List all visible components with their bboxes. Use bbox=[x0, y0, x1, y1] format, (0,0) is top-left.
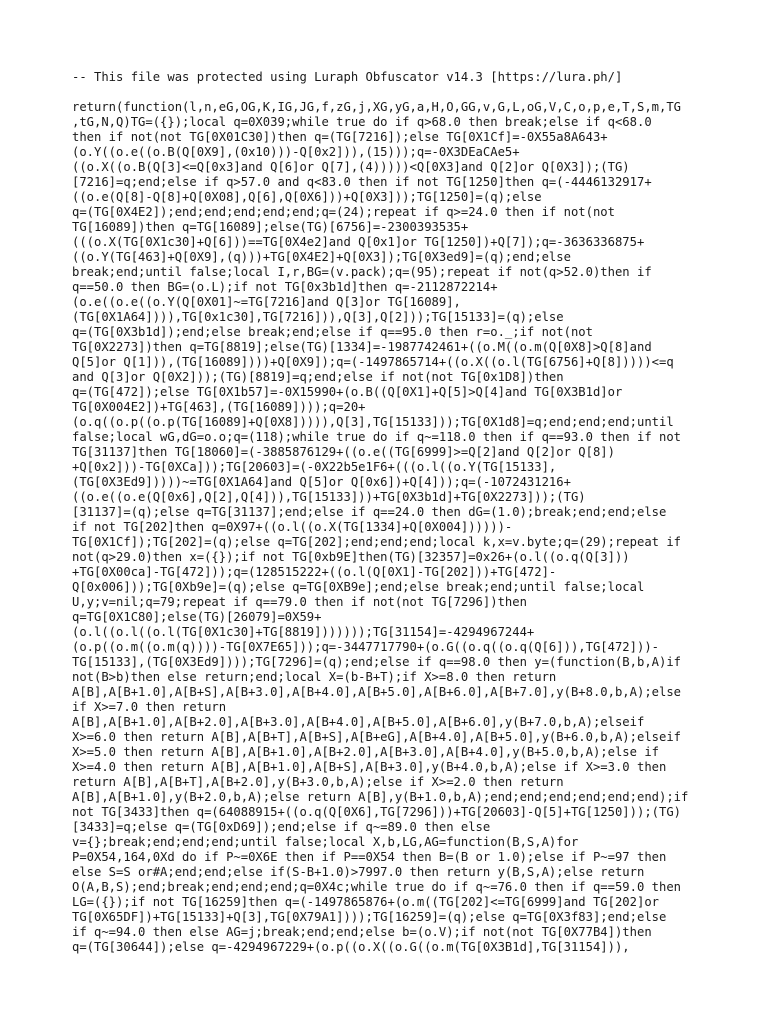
code-line: A[B],A[B+1.0],A[B+2.0],A[B+3.0],A[B+4.0],A[B+5.0],A[B+6.0],y(B+7.0,b,A);elseif bbox=[72, 715, 645, 729]
code-line: (o.Y((o.e((o.B(Q[0X9],(0x10)))-Q[0x2])),(15)));q=-0X3DEaCAe5+ bbox=[72, 145, 520, 159]
code-line: q=TG[0X1C80];else(TG)[26079]=0X59+ bbox=[72, 610, 322, 624]
document-page bbox=[72, 70, 712, 955]
code-line: O(A,B,S);end;break;end;end;end;q=0X4c;while true do if q~=76.0 then if q==59.0 then bbox=[72, 880, 682, 894]
code-line: P=0X54,164,0Xd do if P~=0X6E then if P==0X54 then B=(B or 1.0);else if P~=97 then bbox=[72, 850, 667, 864]
blank-line bbox=[72, 85, 712, 100]
code-line: return A[B],A[B+T],A[B+2.0],y(B+3.0,b,A);else if X>=2.0 then return bbox=[72, 775, 564, 789]
code-line: q=(TG[0X3b1d]);end;else break;end;else if q==95.0 then r=o._;if not(not bbox=[72, 325, 593, 339]
code-line: else S=S or#A;end;end;else if(S-B+1.0)>7997.0 then return y(B,S,A);else return bbox=[72, 865, 645, 879]
code-line: and Q[3]or Q[0X2]));(TG)[8819]=q;end;else if not(not TG[0x1D8])then bbox=[72, 370, 564, 384]
code-line: Q[5]or Q[1])),(TG[16089])))+Q[0X9]);q=(-1497865714+((o.X((o.l(TG[6756]+Q[8]))))<=q bbox=[72, 355, 674, 369]
code-body bbox=[72, 100, 712, 955]
code-line: X>=5.0 then return A[B],A[B+1.0],A[B+2.0],A[B+3.0],A[B+4.0],y(B+5.0,b,A);else if bbox=[72, 745, 659, 759]
code-line: if q~=94.0 then else AG=j;break;end;end;else b=(o.V);if not(not TG[0X77B4])then bbox=[72, 925, 652, 939]
code-line: X>=4.0 then return A[B],A[B+1.0],A[B+S],A[B+3.0],y(B+4.0,b,A);else if X>=3.0 then bbox=[72, 760, 667, 774]
code-line: (((o.X(TG[0X1c30]+Q[6]))==TG[0X4e2]and Q[0x1]or TG[1250])+Q[7]);q=-3636336875+ bbox=[72, 235, 645, 249]
code-line: q=(TG[472]);else TG[0X1b57]=-0X15990+(o.B((Q[0X1]+Q[5]>Q[4]and TG[0X3B1d]or bbox=[72, 385, 623, 399]
code-line: not(B>b)then else return;end;local X=(b-B+T);if X>=8.0 then return bbox=[72, 670, 557, 684]
code-line: [7216]=q;end;else if q>57.0 and q<83.0 then if not TG[1250]then q=(-4446132917+ bbox=[72, 175, 652, 189]
code-line: (TG[0X3Ed9]))))~=TG[0X1A64]and Q[5]or Q[0x6])+Q[4]));q=(-1072431216+ bbox=[72, 475, 571, 489]
code-line: (o.e((o.e((o.Y(Q[0X01]~=TG[7216]and Q[3]or TG[16089], bbox=[72, 295, 461, 309]
code-line: Q[0x006]));TG[0Xb9e]=(q);else q=TG[0XB9e];end;else break;end;until false;local bbox=[72, 580, 645, 594]
code-line: [3433]=q;else q=(TG[0xD69]);end;else if q~=89.0 then else bbox=[72, 820, 491, 834]
code-line: q==50.0 then BG=(o.L);if not TG[0x3b1d]then q=-2112872214+ bbox=[72, 280, 498, 294]
code-line: if not TG[202]then q=0X97+((o.l((o.X(TG[1334]+Q[0X004])))))- bbox=[72, 520, 513, 534]
code-line: (o.l((o.l((o.l(TG[0X1c30]+TG[8819]))))));TG[31154]=-4294967244+ bbox=[72, 625, 535, 639]
code-line: A[B],A[B+1.0],A[B+S],A[B+3.0],A[B+4.0],A[B+5.0],A[B+6.0],A[B+7.0],y(B+8.0,b,A);else bbox=[72, 685, 682, 699]
code-line: TG[0X1Cf]);TG[202]=(q);else q=TG[202];end;end;end;local k,x=v.byte;q=(29);repeat if bbox=[72, 535, 682, 549]
code-line: TG[0X65DF])+TG[15133]+Q[3],TG[0X79A1])));TG[16259]=(q);else q=TG[0X3f83];end;else bbox=[72, 910, 667, 924]
code-line: return(function(l,n,eG,OG,K,IG,JG,f,zG,j,XG,yG,a,H,O,GG,v,G,L,oG,V,C,o,p,e,T,S,m,TG bbox=[72, 100, 682, 114]
code-line: q=(TG[30644]);else q=-4294967229+(o.p((o.X((o.G((o.m(TG[0X3B1d],TG[31154])), bbox=[72, 940, 630, 954]
code-line: TG[0X2273])then q=TG[8819];else(TG)[1334]=-1987742461+((o.M((o.m(Q[0X8]>Q[8]and bbox=[72, 340, 652, 354]
code-line: ((o.Y(TG[463]+Q[0X9],(q)))+TG[0X4E2]+Q[0X3]);TG[0X3ed9]=(q);end;else bbox=[72, 250, 571, 264]
code-line: (o.q((o.p((o.p(TG[16089]+Q[0X8])))),Q[3],TG[15133]));TG[0X1d8]=q;end;end;end;until bbox=[72, 415, 674, 429]
code-line: then if not(not TG[0X01C30])then q=(TG[7216]);else TG[0X1Cf]=-0X55a8A643+ bbox=[72, 130, 608, 144]
code-line: X>=6.0 then return A[B],A[B+T],A[B+S],A[B+eG],A[B+4.0],A[B+5.0],y(B+6.0,b,A);elseif bbox=[72, 730, 682, 744]
code-line: false;local wG,dG=o.o;q=(118);while true do if q~=118.0 then if q==93.0 then if not bbox=[72, 430, 682, 444]
code-line: A[B],A[B+1.0],y(B+2.0,b,A);else return A[B],y(B+1.0,b,A);end;end;end;end;end;end);if bbox=[72, 790, 689, 804]
code-line: break;end;until false;local I,r,BG=(v.pack);q=(95);repeat if not(q>52.0)then if bbox=[72, 265, 652, 279]
code-line: +Q[0x2]))-TG[0XCa]));TG[20603]=(-0X22b5e1F6+(((o.l((o.Y(TG[15133], bbox=[72, 460, 557, 474]
code-line: TG[16089])then q=TG[16089];else(TG)[6756]=-2300393535+ bbox=[72, 220, 469, 234]
code-line: not TG[3433]then q=(64088915+((o.q(Q[0X6],TG[7296]))+TG[20603]-Q[5]+TG[1250]));(TG) bbox=[72, 805, 682, 819]
code-line: not(q>29.0)then x=({});if not TG[0xb9E]then(TG)[32357]=0x26+(o.l((o.q(Q[3])) bbox=[72, 550, 630, 564]
code-line: ,tG,N,Q)TG=({});local q=0X039;while true do if q>68.0 then break;else if q<68.0 bbox=[72, 115, 652, 129]
code-line: if X>=7.0 then return bbox=[72, 700, 227, 714]
code-line: +TG[0X00ca]-TG[472]));q=(128515222+((o.l(Q[0X1]-TG[202]))+TG[472]- bbox=[72, 565, 557, 579]
code-line: (TG[0X1A64]))),TG[0x1c30],TG[7216])),Q[3],Q[2]));TG[15133]=(q);else bbox=[72, 310, 564, 324]
code-line: LG=({});if not TG[16259]then q=(-1497865876+(o.m((TG[202]<=TG[6999]and TG[202]or bbox=[72, 895, 659, 909]
code-line: ((o.X((o.B(Q[3]<=Q[0x3]and Q[6]or Q[7],(4)))))<Q[0X3]and Q[2]or Q[0X3]);(TG) bbox=[72, 160, 630, 174]
code-line: ((o.e((o.e(Q[0x6],Q[2],Q[4])),TG[15133]))+TG[0X3b1d]+TG[0X2273]));(TG) bbox=[72, 490, 586, 504]
header-comment: -- This file was protected using Luraph Obfuscator v14.3 [https://lura.ph/] bbox=[72, 70, 623, 84]
code-line: v={};break;end;end;end;until false;local X,b,LG,AG=function(B,S,A)for bbox=[72, 835, 579, 849]
code-line: TG[0X004E2])+TG[463],(TG[16089])));q=20+ bbox=[72, 400, 366, 414]
code-line: ((o.e(Q[8]-Q[8]+Q[0X08],Q[6],Q[0X6]))+Q[0X3]));TG[1250]=(q);else bbox=[72, 190, 542, 204]
code-line: TG[31137]then TG[18060]=(-3885876129+((o.e((TG[6999]>=Q[2]and Q[2]or Q[8]) bbox=[72, 445, 615, 459]
code-line: q=(TG[0X4E2]);end;end;end;end;end;q=(24);repeat if q>=24.0 then if not(not bbox=[72, 205, 615, 219]
code-line: (o.p((o.m((o.m(q))))-TG[0X7E65]));q=-3447717790+(o.G((o.q((o.q(Q[6])),TG[472]))- bbox=[72, 640, 659, 654]
code-line: TG[15133],(TG[0X3Ed9])));TG[7296]=(q);end;else if q==98.0 then y=(function(B,b,A)if bbox=[72, 655, 682, 669]
code-line: U,y;v=nil;q=79;repeat if q==79.0 then if not(not TG[7296])then bbox=[72, 595, 527, 609]
code-line: [31137]=(q);else q=TG[31137];end;else if q==24.0 then dG=(1.0);break;end;end;else bbox=[72, 505, 667, 519]
